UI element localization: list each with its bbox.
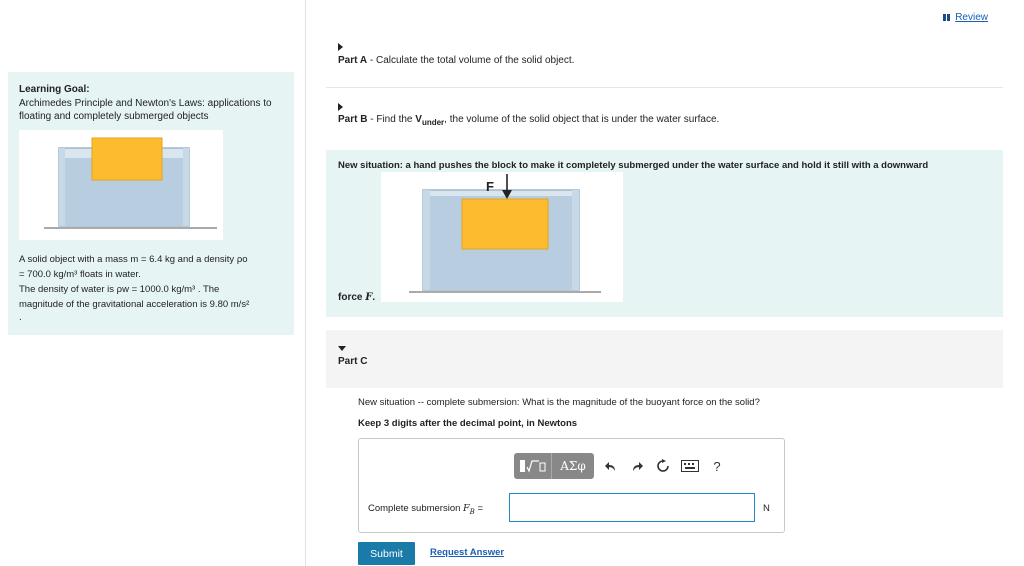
answer-equals: = <box>477 503 483 514</box>
problem-line-density: = 700.0 kg/m³ floats in water. <box>19 269 141 280</box>
part-b-label: Part B <box>338 114 368 125</box>
review-icon <box>943 14 950 21</box>
situation-description: New situation: a hand pushes the block to make it completely submerged under the water surface and hold it still with a downward <box>338 160 929 171</box>
problem-statement <box>19 252 291 312</box>
problem-line-gravity: magnitude of the gravitational acceleration is 9.80 m/s² <box>19 299 250 310</box>
problem-line-water: The density of water is ρw = 1000.0 kg/m³ . The <box>19 284 220 295</box>
part-b-title <box>338 114 719 127</box>
learning-goal-title: Learning Goal: <box>19 84 90 95</box>
part-a-expand-icon[interactable] <box>338 43 343 51</box>
part-c-collapse-icon[interactable] <box>338 346 346 351</box>
learning-goal-panel <box>8 72 294 335</box>
redo-icon[interactable] <box>628 457 646 475</box>
part-c-instruction: Keep 3 digits after the decimal point, in Newtons <box>358 418 578 429</box>
part-a-header[interactable] <box>326 38 1003 88</box>
new-situation-panel <box>326 150 1003 317</box>
problem-line-mass: A solid object with a mass m = 6.4 kg and a density ρo <box>19 254 248 265</box>
template-button[interactable] <box>514 453 552 479</box>
force-label-text: force <box>338 292 363 303</box>
part-c-header[interactable] <box>326 330 1003 388</box>
answer-symbol-sub: B <box>469 507 475 516</box>
submerged-block-figure <box>381 172 623 302</box>
buoyant-force-input[interactable] <box>509 493 755 522</box>
keyboard-icon[interactable] <box>680 457 700 475</box>
reset-icon[interactable] <box>654 457 672 475</box>
figure-force-letter: F <box>486 179 494 194</box>
column-divider <box>305 0 306 566</box>
part-a-title <box>338 55 574 66</box>
math-toolbar <box>514 453 726 479</box>
answer-input-label <box>368 503 483 516</box>
review-label: Review <box>955 12 988 23</box>
part-c-title: Part C <box>338 356 368 367</box>
undo-icon[interactable] <box>602 457 620 475</box>
math-template-group <box>514 453 594 479</box>
part-b-header[interactable] <box>326 96 1003 136</box>
problem-line-end: . <box>19 312 22 323</box>
force-label: force F. <box>338 292 376 303</box>
part-a-label: Part A <box>338 55 368 66</box>
part-b-v-symbol: V <box>415 114 422 125</box>
floating-block-figure <box>19 130 223 240</box>
answer-input-label-text: Complete submersion <box>368 503 461 514</box>
request-answer-link[interactable]: Request Answer <box>430 547 505 558</box>
submit-button[interactable]: Submit <box>358 542 415 565</box>
learning-goal-subtitle: Archimedes Principle and Newton's Laws: applications to floating and completely submerged objects <box>19 98 272 122</box>
part-b-v-sub: under <box>421 118 445 127</box>
part-c-question: New situation -- complete submersion: What is the magnitude of the buoyant force on the solid? <box>358 397 760 408</box>
greek-symbols-button[interactable]: ΑΣφ <box>552 453 594 479</box>
part-b-text-before: - Find the <box>367 114 416 125</box>
template-icon <box>519 458 547 474</box>
force-vector-symbol: F <box>365 292 373 303</box>
answer-symbol: F <box>463 503 470 514</box>
unit-label: N <box>763 503 770 514</box>
help-icon[interactable]: ? <box>713 458 721 474</box>
answer-box <box>358 438 785 533</box>
review-link[interactable] <box>943 12 988 23</box>
part-b-text-after: , the volume of the solid object that is under the water surface. <box>444 114 720 125</box>
part-b-expand-icon[interactable] <box>338 103 343 111</box>
part-a-text: - Calculate the total volume of the solid object. <box>367 55 575 66</box>
